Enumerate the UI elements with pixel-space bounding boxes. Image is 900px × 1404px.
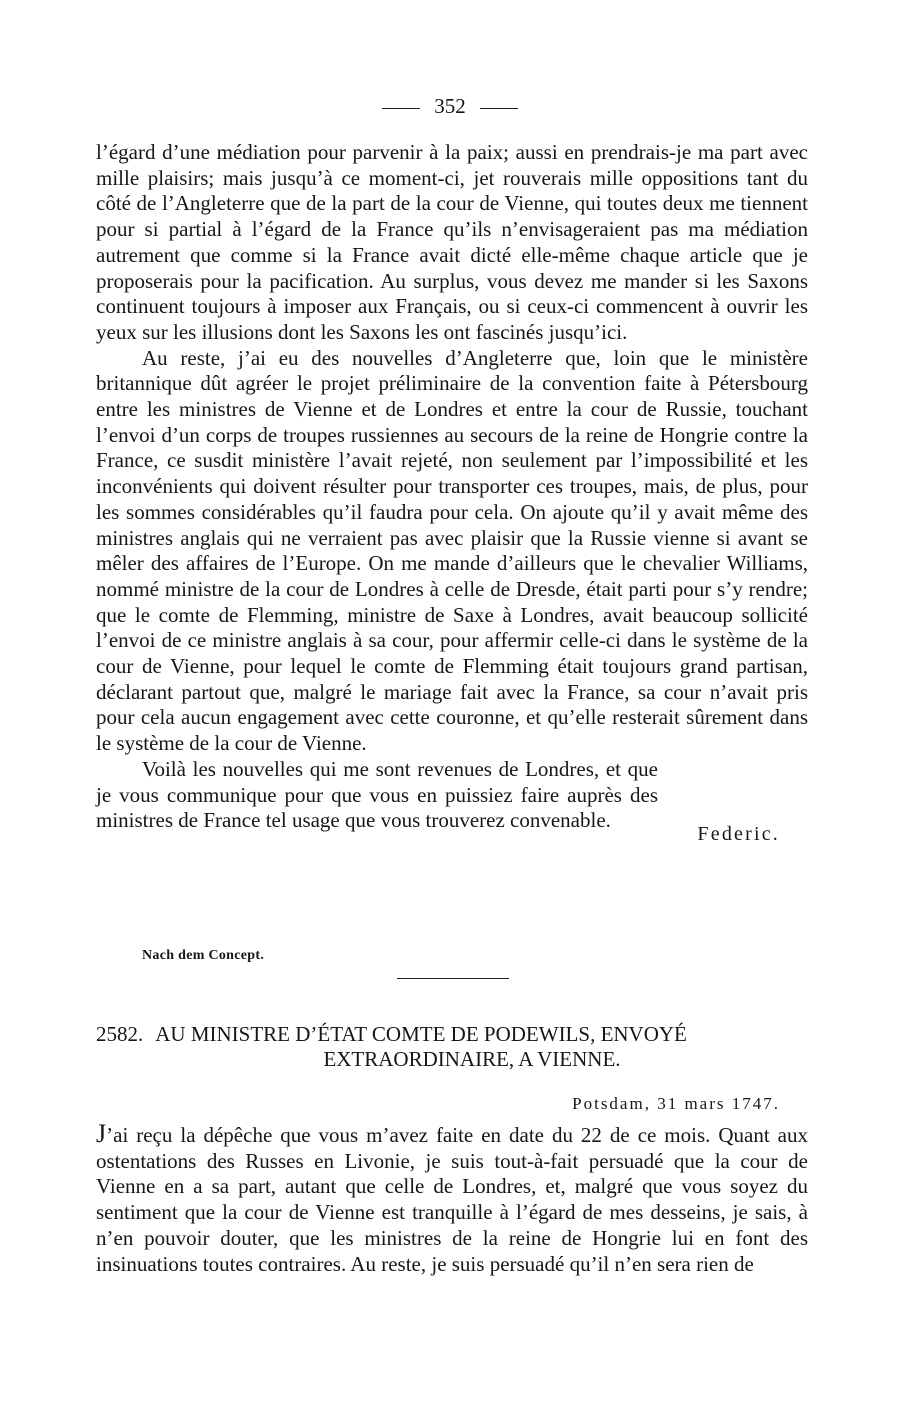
paragraph xyxy=(96,1121,808,1277)
paragraph: Au reste, j’ai eu des nouvelles d’Angleterre que, loin que le ministère britannique dût agréer le projet préliminaire de la convention faite à Pétersbourg entre les ministres de Vienne et de Londres et entre la cour de Russie, touchant l’envoi d’un corps de troupes russiennes au secours de la reine de Hongrie contre la France, ce susdit ministère l’avait rejeté, non seulement par l’impossibilité et les inconvénients qui doivent résulter pour transporter ces troupes, mais, de plus, pour les sommes considérables qu’il faudra pour cela. On ajoute qu’il y avait même des ministres anglais qui ne verraient pas avec plaisir que la Russie vienne si avant se mêler des affaires de l’Europe. On me mande d’ailleurs que le chevalier Williams, nommé ministre de la cour de Londres à celle de Dresde, était parti pour s’y rendre; que le comte de Flemming, ministre de Saxe à Londres, avait beaucoup sollicité l’envoi de ce ministre anglais à sa cour, pour affermir celle-ci dans le système de la cour de Vienne, pour lequel le comte de Flemming était toujours grand partisan, déclarant partout que, malgré le mariage fait avec la France, sa cour n’avait pris pour cela aucun engagement avec cette couronne, et qu’elle resterait sûrement dans le système de la cour de Vienne. xyxy=(96,345,808,756)
dateline: Potsdam, 31 mars 1747. xyxy=(572,1094,780,1113)
source-note: Nach dem Concept. xyxy=(142,948,265,963)
page-number: 352 xyxy=(434,94,466,118)
section-divider xyxy=(397,978,509,979)
paragraph: l’égard d’une médiation pour parvenir à la paix; aussi en prendrais-je ma part avec mille plaisirs; mais jusqu’à ce moment-ci, jet rouverais mille oppositions tant du côté de l’Angleterre que de la part de la cour de Vienne, qui toutes deux me tiennent pour si partial à l’égard de la France qu’ils n’envisageraient pas ma médiation autrement que comme si la France avait dicté elle-même chaque article que je proposerais pour la pacification. Au surplus, vous devez me mander si les Saxons continuent toujours à imposer aux Français, ou si ceux-ci commencent à ouvrir les yeux sur les illusions dont les Saxons les ont fascinés jusqu’ici. xyxy=(96,140,808,344)
closing-block xyxy=(96,756,808,846)
signature: Federic. xyxy=(697,823,780,846)
drop-cap: J xyxy=(96,1119,107,1148)
heading-line-2: EXTRAORDINAIRE, A VIENNE. xyxy=(323,1047,621,1071)
letter-heading xyxy=(96,1022,808,1072)
letter-number: 2582. xyxy=(96,1022,144,1046)
letter-body xyxy=(96,140,808,846)
header-rule-right xyxy=(480,108,518,109)
header-rule-left xyxy=(382,108,420,109)
letter-body-2 xyxy=(96,1121,808,1277)
paragraph-text: ’ai reçu la dépêche que vous m’avez faite en date du 22 de ce mois. Quant aux ostentations des Russes en Livonie, je suis tout-à-fait persuadé que la cour de Vienne en a sa part, autant que celle de Londres, et, malgré que vous soyez du sentiment que la cour de Vienne est tranquille à l’égard de mes desseins, je sais, à n’en pouvoir douter, que les ministres de la reine de Hongrie lui en font des insinuations toutes contraires. Au reste, je suis persuadé qu’il n’en sera rien de xyxy=(96,1123,808,1276)
page-header xyxy=(0,94,900,118)
heading-line-1: AU MINISTRE D’ÉTAT COMTE DE PODEWILS, ENVOYÉ xyxy=(155,1022,687,1046)
paragraph: Voilà les nouvelles qui me sont revenues de Londres, et que je vous communique pour que vous en puissiez faire auprès des ministres de France tel usage que vous trouverez convenable. xyxy=(96,756,658,833)
